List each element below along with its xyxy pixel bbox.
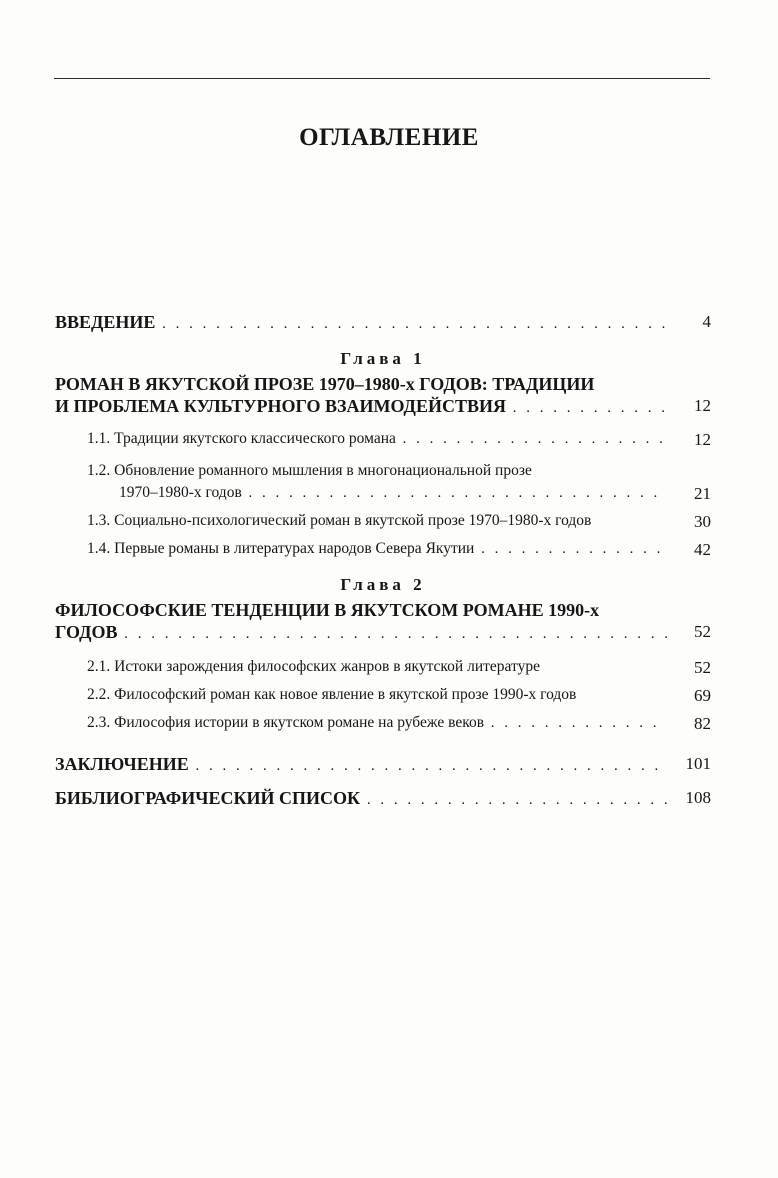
chapter-label: Глава 1 [340,349,426,368]
toc-entry-label: ЗАКЛЮЧЕНИЕ . . . [55,754,667,775]
toc-entry-section[interactable] [55,484,711,512]
toc-entry-section[interactable] [55,686,711,714]
toc-entry-label: 1.1. Традиции якутского классического романа . . . [87,430,667,448]
toc-entry-page: 21 [694,484,711,503]
toc-entry-label: 1970–1980-х годов . . . [119,484,667,502]
toc-entry-intro[interactable] [55,312,711,340]
toc-entry-page: 42 [694,540,711,559]
chapter-title-line[interactable]: РОМАН В ЯКУТСКОЙ ПРОЗЕ 1970–1980-х ГОДОВ: ТРАДИЦИИ [55,374,595,394]
toc-entry-page: 12 [694,396,711,415]
toc-entry-page: 108 [685,788,711,807]
toc-entry-page: 52 [694,622,711,641]
toc-entry-chapter1[interactable] [55,396,711,424]
toc-entry-page: 101 [685,754,711,773]
toc-entry-section[interactable] [55,540,711,568]
table-of-contents [55,312,711,816]
toc-entry-page: 69 [694,686,711,705]
toc-entry-section-line[interactable]: 1.2. Обновление романного мышления в многонациональной прозе [87,462,532,479]
toc-entry-label: И ПРОБЛЕМА КУЛЬТУРНОГО ВЗАИМОДЕЙСТВИЯ . . . [55,396,667,417]
toc-entry-page: 52 [694,658,711,677]
toc-entry-section[interactable] [55,512,711,540]
toc-entry-page: 4 [702,312,711,331]
toc-entry-label: 2.1. Истоки зарождения философских жанров в якутской литературе [87,658,540,675]
toc-entry-page: 82 [694,714,711,733]
toc-entry-label: ГОДОВ . . . [55,622,667,643]
toc-entry-section[interactable] [55,714,711,742]
toc-entry-bibliography[interactable] [55,788,711,816]
toc-entry-section[interactable] [55,658,711,686]
toc-entry-label: 2.3. Философия истории в якутском романе на рубеже веков . . . [87,714,667,732]
toc-entry-label: 1.3. Социально-психологический роман в якутской прозе 1970–1980-х годов [87,512,592,529]
top-rule [54,78,710,79]
toc-entry-label: ВВЕДЕНИЕ . . . [55,312,667,333]
chapter-title-line[interactable]: ФИЛОСОФСКИЕ ТЕНДЕНЦИИ В ЯКУТСКОМ РОМАНЕ 1990-х [55,600,600,620]
toc-entry-label: 2.2. Философский роман как новое явление в якутской прозе 1990-х годов [87,686,577,703]
toc-entry-section[interactable] [55,430,711,458]
toc-entry-label: 1.4. Первые романы в литературах народов Севера Якутии . . . [87,540,667,558]
toc-entry-page: 12 [694,430,711,449]
toc-entry-conclusion[interactable] [55,754,711,788]
toc-entry-page: 30 [694,512,711,531]
toc-entry-label: БИБЛИОГРАФИЧЕСКИЙ СПИСОК . . . [55,788,667,809]
toc-entry-chapter2[interactable] [55,622,711,650]
page-title: ОГЛАВЛЕНИЕ [299,124,479,151]
chapter-label: Глава 2 [340,575,426,594]
